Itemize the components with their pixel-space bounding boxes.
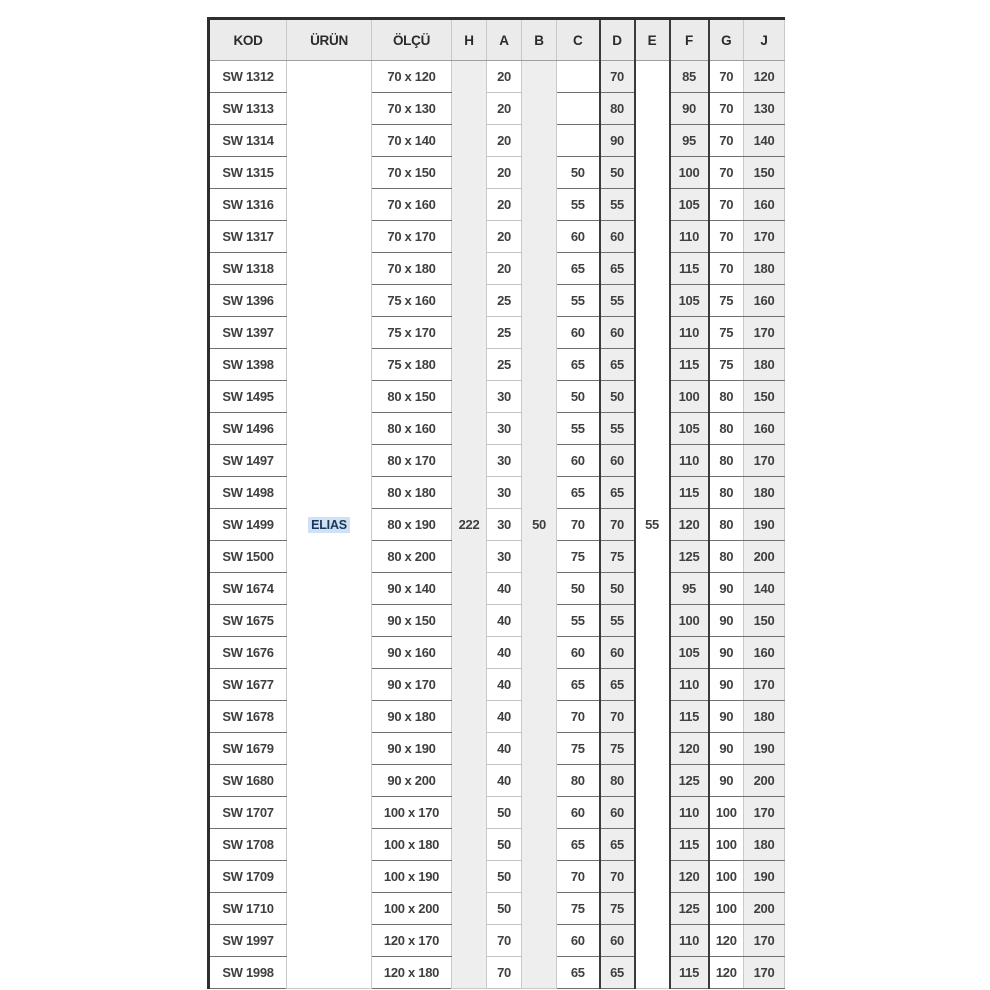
cell-g: 90	[709, 733, 744, 765]
cell-kod: SW 1707	[209, 797, 287, 829]
cell-kod: SW 1396	[209, 285, 287, 317]
cell-a: 50	[487, 893, 522, 925]
cell-d: 60	[600, 221, 635, 253]
cell-a: 25	[487, 317, 522, 349]
cell-a: 20	[487, 61, 522, 93]
cell-kod: SW 1680	[209, 765, 287, 797]
cell-c: 65	[557, 477, 600, 509]
cell-g: 90	[709, 605, 744, 637]
cell-a: 20	[487, 93, 522, 125]
cell-f: 100	[670, 157, 709, 189]
cell-kod: SW 1312	[209, 61, 287, 93]
cell-d: 50	[600, 157, 635, 189]
column-header-f: F	[670, 19, 709, 61]
cell-f: 95	[670, 125, 709, 157]
cell-j: 150	[744, 157, 785, 189]
cell-j: 190	[744, 509, 785, 541]
cell-a: 30	[487, 445, 522, 477]
cell-j: 130	[744, 93, 785, 125]
cell-a: 70	[487, 925, 522, 957]
cell-kod: SW 1313	[209, 93, 287, 125]
cell-a: 30	[487, 477, 522, 509]
cell-d: 80	[600, 93, 635, 125]
cell-kod: SW 1674	[209, 573, 287, 605]
table-row	[209, 61, 785, 93]
cell-a: 30	[487, 509, 522, 541]
cell-c: 60	[557, 637, 600, 669]
merged-cell-b: 50	[522, 61, 557, 989]
cell-kod: SW 1318	[209, 253, 287, 285]
cell-g: 100	[709, 861, 744, 893]
cell-olcu: 80 x 150	[372, 381, 452, 413]
cell-d: 50	[600, 573, 635, 605]
column-header-c: C	[557, 19, 600, 61]
cell-j: 180	[744, 349, 785, 381]
cell-g: 80	[709, 445, 744, 477]
cell-j: 160	[744, 413, 785, 445]
cell-g: 80	[709, 413, 744, 445]
cell-j: 200	[744, 765, 785, 797]
cell-kod: SW 1397	[209, 317, 287, 349]
urun-value-highlight: ELIAS	[308, 517, 350, 533]
cell-j: 170	[744, 925, 785, 957]
cell-d: 80	[600, 765, 635, 797]
cell-d: 60	[600, 925, 635, 957]
cell-kod: SW 1314	[209, 125, 287, 157]
cell-j: 170	[744, 669, 785, 701]
cell-f: 115	[670, 349, 709, 381]
cell-f: 110	[670, 797, 709, 829]
cell-a: 70	[487, 957, 522, 989]
cell-kod: SW 1497	[209, 445, 287, 477]
cell-c: 55	[557, 285, 600, 317]
cell-f: 120	[670, 509, 709, 541]
cell-kod: SW 1678	[209, 701, 287, 733]
cell-f: 105	[670, 285, 709, 317]
cell-c	[557, 93, 600, 125]
cell-d: 60	[600, 637, 635, 669]
cell-kod: SW 1997	[209, 925, 287, 957]
cell-kod: SW 1496	[209, 413, 287, 445]
cell-olcu: 70 x 170	[372, 221, 452, 253]
cell-j: 180	[744, 253, 785, 285]
cell-a: 30	[487, 541, 522, 573]
cell-c: 75	[557, 893, 600, 925]
column-header-kod: KOD	[209, 19, 287, 61]
cell-j: 200	[744, 893, 785, 925]
cell-c: 75	[557, 541, 600, 573]
cell-kod: SW 1500	[209, 541, 287, 573]
cell-j: 170	[744, 445, 785, 477]
cell-kod: SW 1315	[209, 157, 287, 189]
cell-olcu: 70 x 150	[372, 157, 452, 189]
cell-g: 70	[709, 125, 744, 157]
cell-olcu: 100 x 200	[372, 893, 452, 925]
cell-g: 70	[709, 189, 744, 221]
cell-f: 110	[670, 445, 709, 477]
cell-olcu: 120 x 180	[372, 957, 452, 989]
cell-olcu: 70 x 140	[372, 125, 452, 157]
cell-c: 65	[557, 669, 600, 701]
cell-a: 25	[487, 285, 522, 317]
merged-cell-urun	[287, 61, 372, 989]
cell-c: 50	[557, 157, 600, 189]
cell-f: 105	[670, 637, 709, 669]
cell-c: 60	[557, 221, 600, 253]
cell-j: 170	[744, 957, 785, 989]
cell-f: 125	[670, 765, 709, 797]
cell-c: 70	[557, 509, 600, 541]
cell-a: 40	[487, 733, 522, 765]
cell-g: 120	[709, 957, 744, 989]
cell-d: 70	[600, 701, 635, 733]
merged-cell-h: 222	[452, 61, 487, 989]
cell-g: 90	[709, 637, 744, 669]
cell-g: 120	[709, 925, 744, 957]
cell-a: 40	[487, 701, 522, 733]
cell-j: 180	[744, 477, 785, 509]
cell-f: 115	[670, 829, 709, 861]
cell-g: 90	[709, 765, 744, 797]
cell-kod: SW 1709	[209, 861, 287, 893]
column-header-e: E	[635, 19, 670, 61]
cell-j: 150	[744, 381, 785, 413]
cell-d: 70	[600, 509, 635, 541]
cell-kod: SW 1677	[209, 669, 287, 701]
cell-olcu: 70 x 120	[372, 61, 452, 93]
cell-c	[557, 125, 600, 157]
cell-olcu: 90 x 160	[372, 637, 452, 669]
cell-f: 125	[670, 541, 709, 573]
cell-kod: SW 1498	[209, 477, 287, 509]
cell-g: 90	[709, 669, 744, 701]
cell-a: 20	[487, 125, 522, 157]
cell-olcu: 80 x 180	[372, 477, 452, 509]
column-header-g: G	[709, 19, 744, 61]
cell-a: 20	[487, 221, 522, 253]
cell-f: 110	[670, 221, 709, 253]
cell-c: 65	[557, 957, 600, 989]
cell-c: 60	[557, 925, 600, 957]
cell-j: 140	[744, 125, 785, 157]
cell-olcu: 70 x 130	[372, 93, 452, 125]
cell-j: 190	[744, 733, 785, 765]
cell-olcu: 80 x 190	[372, 509, 452, 541]
cell-f: 115	[670, 477, 709, 509]
cell-f: 95	[670, 573, 709, 605]
cell-d: 55	[600, 413, 635, 445]
cell-d: 65	[600, 669, 635, 701]
cell-c: 50	[557, 573, 600, 605]
cell-olcu: 90 x 180	[372, 701, 452, 733]
cell-g: 100	[709, 893, 744, 925]
cell-c: 60	[557, 317, 600, 349]
cell-kod: SW 1675	[209, 605, 287, 637]
cell-j: 170	[744, 797, 785, 829]
column-header-h: H	[452, 19, 487, 61]
cell-c: 55	[557, 189, 600, 221]
cell-j: 180	[744, 829, 785, 861]
cell-f: 110	[670, 317, 709, 349]
cell-j: 160	[744, 637, 785, 669]
cell-olcu: 100 x 190	[372, 861, 452, 893]
cell-f: 90	[670, 93, 709, 125]
cell-olcu: 120 x 170	[372, 925, 452, 957]
cell-d: 65	[600, 477, 635, 509]
cell-f: 110	[670, 925, 709, 957]
cell-a: 30	[487, 413, 522, 445]
cell-kod: SW 1317	[209, 221, 287, 253]
cell-c: 55	[557, 413, 600, 445]
cell-kod: SW 1676	[209, 637, 287, 669]
cell-j: 190	[744, 861, 785, 893]
cell-c: 80	[557, 765, 600, 797]
cell-d: 65	[600, 349, 635, 381]
cell-olcu: 90 x 190	[372, 733, 452, 765]
cell-d: 75	[600, 893, 635, 925]
cell-olcu: 70 x 160	[372, 189, 452, 221]
cell-olcu: 75 x 160	[372, 285, 452, 317]
cell-f: 115	[670, 957, 709, 989]
cell-a: 50	[487, 797, 522, 829]
cell-j: 140	[744, 573, 785, 605]
cell-j: 180	[744, 701, 785, 733]
cell-g: 70	[709, 221, 744, 253]
cell-j: 150	[744, 605, 785, 637]
cell-c: 50	[557, 381, 600, 413]
cell-j: 170	[744, 317, 785, 349]
cell-f: 100	[670, 381, 709, 413]
cell-f: 110	[670, 669, 709, 701]
cell-a: 40	[487, 669, 522, 701]
cell-c: 55	[557, 605, 600, 637]
cell-a: 40	[487, 605, 522, 637]
cell-kod: SW 1499	[209, 509, 287, 541]
cell-g: 100	[709, 829, 744, 861]
header-row	[209, 19, 785, 61]
cell-d: 70	[600, 861, 635, 893]
cell-d: 65	[600, 253, 635, 285]
cell-g: 80	[709, 477, 744, 509]
cell-d: 55	[600, 605, 635, 637]
column-header-b: B	[522, 19, 557, 61]
cell-d: 90	[600, 125, 635, 157]
cell-c: 65	[557, 253, 600, 285]
cell-a: 30	[487, 381, 522, 413]
cell-f: 120	[670, 733, 709, 765]
merged-cell-e: 55	[635, 61, 670, 989]
cell-kod: SW 1495	[209, 381, 287, 413]
cell-g: 90	[709, 701, 744, 733]
cell-c	[557, 61, 600, 93]
cell-olcu: 100 x 180	[372, 829, 452, 861]
cell-olcu: 90 x 170	[372, 669, 452, 701]
cell-d: 75	[600, 733, 635, 765]
cell-a: 20	[487, 189, 522, 221]
cell-a: 25	[487, 349, 522, 381]
cell-a: 50	[487, 861, 522, 893]
column-header-urun: ÜRÜN	[287, 19, 372, 61]
cell-a: 40	[487, 637, 522, 669]
cell-a: 40	[487, 573, 522, 605]
product-spec-table	[207, 17, 785, 989]
cell-d: 75	[600, 541, 635, 573]
cell-d: 65	[600, 957, 635, 989]
cell-f: 125	[670, 893, 709, 925]
cell-g: 70	[709, 61, 744, 93]
cell-kod: SW 1398	[209, 349, 287, 381]
cell-c: 65	[557, 829, 600, 861]
cell-olcu: 75 x 180	[372, 349, 452, 381]
cell-kod: SW 1708	[209, 829, 287, 861]
cell-d: 60	[600, 317, 635, 349]
cell-g: 80	[709, 509, 744, 541]
cell-a: 20	[487, 253, 522, 285]
cell-f: 85	[670, 61, 709, 93]
cell-g: 80	[709, 381, 744, 413]
cell-g: 75	[709, 349, 744, 381]
cell-d: 50	[600, 381, 635, 413]
cell-c: 65	[557, 349, 600, 381]
cell-d: 55	[600, 189, 635, 221]
cell-d: 70	[600, 61, 635, 93]
cell-olcu: 100 x 170	[372, 797, 452, 829]
cell-g: 80	[709, 541, 744, 573]
cell-d: 55	[600, 285, 635, 317]
cell-c: 70	[557, 701, 600, 733]
cell-f: 115	[670, 253, 709, 285]
column-header-olcu: ÖLÇÜ	[372, 19, 452, 61]
cell-j: 160	[744, 285, 785, 317]
cell-kod: SW 1679	[209, 733, 287, 765]
cell-f: 105	[670, 413, 709, 445]
cell-c: 60	[557, 445, 600, 477]
cell-g: 75	[709, 317, 744, 349]
cell-f: 105	[670, 189, 709, 221]
column-header-d: D	[600, 19, 635, 61]
cell-olcu: 70 x 180	[372, 253, 452, 285]
column-header-j: J	[744, 19, 785, 61]
cell-olcu: 75 x 170	[372, 317, 452, 349]
cell-kod: SW 1710	[209, 893, 287, 925]
cell-olcu: 90 x 140	[372, 573, 452, 605]
cell-kod: SW 1316	[209, 189, 287, 221]
cell-j: 160	[744, 189, 785, 221]
cell-f: 115	[670, 701, 709, 733]
cell-c: 60	[557, 797, 600, 829]
cell-g: 90	[709, 573, 744, 605]
cell-olcu: 90 x 150	[372, 605, 452, 637]
cell-g: 100	[709, 797, 744, 829]
cell-olcu: 80 x 160	[372, 413, 452, 445]
cell-j: 120	[744, 61, 785, 93]
cell-j: 170	[744, 221, 785, 253]
cell-g: 70	[709, 93, 744, 125]
cell-d: 60	[600, 445, 635, 477]
cell-c: 70	[557, 861, 600, 893]
cell-g: 75	[709, 285, 744, 317]
cell-j: 200	[744, 541, 785, 573]
cell-g: 70	[709, 157, 744, 189]
cell-f: 100	[670, 605, 709, 637]
cell-olcu: 80 x 200	[372, 541, 452, 573]
cell-d: 65	[600, 829, 635, 861]
cell-a: 40	[487, 765, 522, 797]
column-header-a: A	[487, 19, 522, 61]
cell-olcu: 90 x 200	[372, 765, 452, 797]
cell-d: 60	[600, 797, 635, 829]
cell-kod: SW 1998	[209, 957, 287, 989]
cell-a: 50	[487, 829, 522, 861]
cell-f: 120	[670, 861, 709, 893]
cell-olcu: 80 x 170	[372, 445, 452, 477]
cell-g: 70	[709, 253, 744, 285]
cell-c: 75	[557, 733, 600, 765]
cell-a: 20	[487, 157, 522, 189]
